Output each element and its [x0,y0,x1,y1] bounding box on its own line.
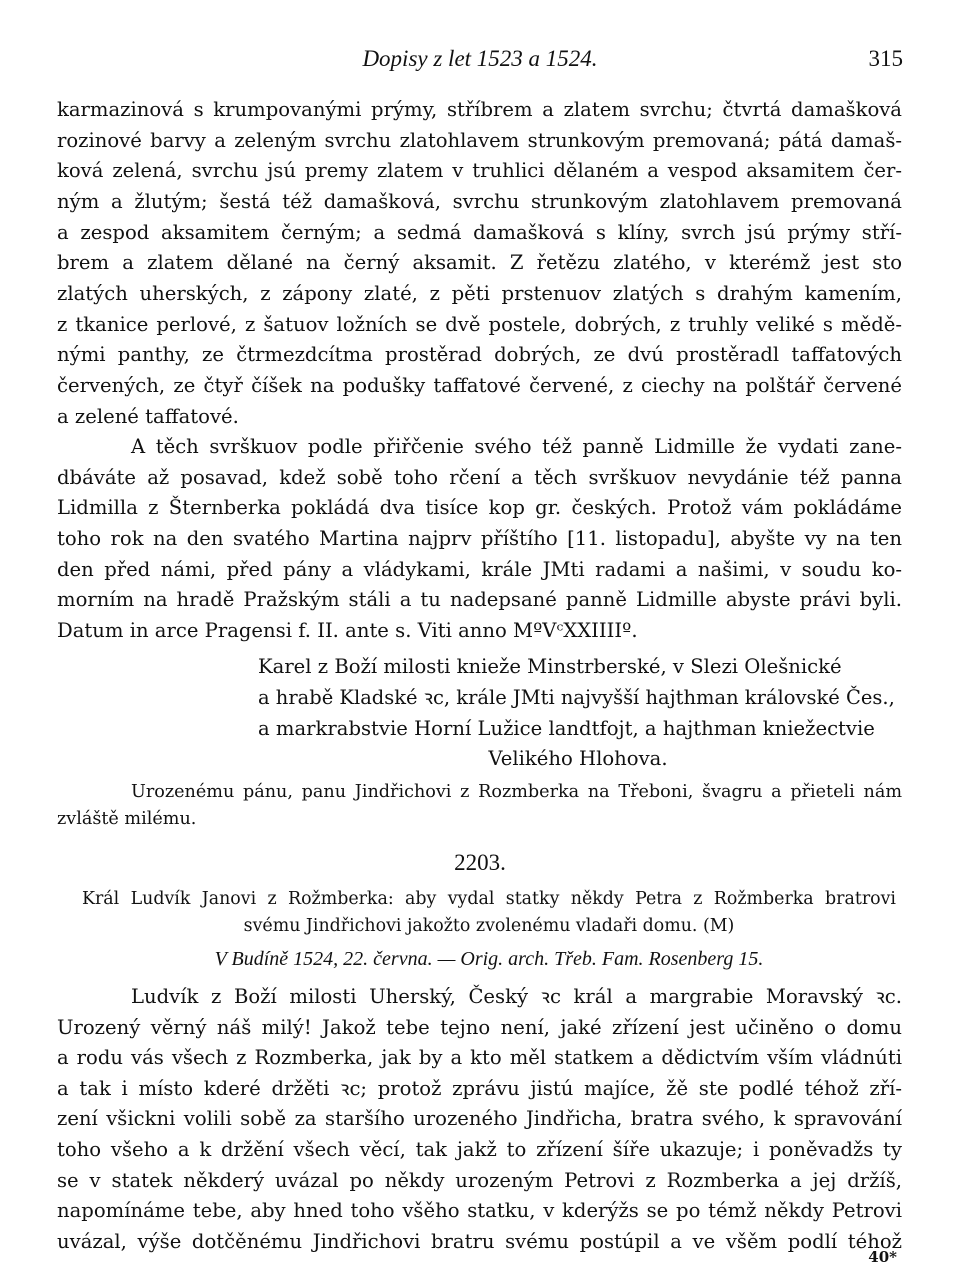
text-line: zlatých uherských, z zápony zlaté, z pěti prstenuov zlatých s drahým kamením, [57,281,902,305]
text-line: a tak i místo kderé držěti ꝛc; protož zprávu jistú majíce, žě ste podlé téhož zří- [57,1076,902,1100]
signature-mark: 40* [868,1248,897,1266]
running-title: Dopisy z let 1523 a 1524. [362,46,598,71]
document-number: 2203. [454,849,506,875]
text-line: Ludvík z Boží milosti Uherský, Český ꝛc král a margrabie Moravský ꝛc. [131,984,902,1008]
regest-line: Král Ludvík Janovi z Rožmberka: aby vydal statky někdy Petra z Rožmberka bratrovi [82,889,896,910]
signature-line: Karel z Boží milosti knieže Minstrberské, v Slezi Olešnické [258,655,842,679]
text-line: a rodu vás všech z Rozmberka, jak by a kto měl statkem a dědictvím vším vládnúti [57,1046,902,1070]
text-line: nými panthy, ze čtrmezdcítma prostěrad dobrých, ze dvú prostěradl taffatových [57,343,902,367]
page-number: 315 [868,46,903,71]
text-line: rozinové barvy a zeleným svrchu zlatohlavem strunkovým premovaná; pátá damaš- [57,128,902,152]
text-line: dbáváte až posavad, kdež sobě toho rčení a těch svrškuov nevydánie též panna [57,465,902,489]
regest-line: svému Jindřichovi jakožto zvolenému vladaři domu. (M) [243,916,735,936]
source-line: V Budíně 1524, 22. června. — Orig. arch. Třeb. Fam. Rosenberg 15. [214,947,764,970]
text-line: morním na hradě Pražským stáli a tu nadepsané panně Lidmille abyste právi byli. [57,588,902,612]
text-line: toho všeho a k držění všech věcí, tak jakž to zřízení šíře ukazuje; i poněvadžs ty [57,1138,902,1162]
address-line: zvláště milému. [57,808,197,829]
text-line: Urozený věrný náš milý! Jakož tebe tejno není, jaké zřízení jest učiněno o domu [57,1015,902,1039]
text-line: červených, ze čtyř číšek na podušky taffatové červené, z ciechy na polštář červené [57,373,902,397]
signature-line: a markrabstvie Horní Lužice landtfojt, a hajthman kniežectvie [258,716,875,740]
signature-line: Velikého Hlohova. [488,747,668,771]
text-line: uvázal, výše dotčěnému Jindřichovi bratru svému postúpil a ve všěm podlí téhož [57,1230,902,1253]
text-line: Lidmilla z Šternberka pokládá dva tisíce kop gr. českých. Protož vám pokládáme [57,496,902,520]
address-line: Urozenému pánu, panu Jindřichovi z Rozmberka na Třeboni, švagru a přieteli nám [131,781,902,802]
text-line: se v statek někderý uvázal po někdy urozeným Petrovi z Rozmberka a jej držíš, [57,1168,902,1192]
signature-line: a hrabě Kladské ꝛc, krále JMti najvyšší hajthman královské Čes., [258,686,895,709]
text-line: napomínáme tebe, aby hned toho všěho statku, v kderýžs se po témž někdy Petrovi [57,1199,902,1223]
text-line: a zelené taffatové. [57,404,239,428]
text-line: z tkanice perlové, z šatuov ložních se dvě postele, dobrých, z truhly veliké s mědě- [57,312,902,336]
text-line: ným a žlutým; šestá též damašková, svrchu strunkovým zlatohlavem premovaná [57,189,902,213]
text-line: A těch svrškuov podle přiřčenie svého též panně Lidmille že vydati zane- [131,435,902,459]
text-line: brem a zlatem dělané na černý aksamit. Z řetězu zlatého, v kterémž jest sto [57,251,902,275]
text-line: karmazinová s krumpovanými prýmy, stříbrem a zlatem svrchu; čtvrtá damašková [57,98,902,121]
text-line: Datum in arce Pragensi f. II. ante s. Viti anno MºVᶜXXIIIIº. [57,619,638,642]
text-line: toho rok na den svatého Martina najprv příštího [11. listopadu], abyšte vy na ten [57,527,902,550]
text-line: zení všicknі volili sobě za staršího urozeného Jindřicha, bratra svého, k spravování [57,1107,902,1131]
text-line: ková zelená, svrchu jsú premy zlatem v truhlici dělaném a vespod aksamitem čer- [57,159,902,183]
text-line: a zespod aksamitem černým; a sedmá damašková s klíny, svrch jsú prýmy stří- [57,220,902,244]
text-line: den před námi, před pány a vládykami, krále JMti radami a našimi, v soudu ko- [57,557,902,581]
